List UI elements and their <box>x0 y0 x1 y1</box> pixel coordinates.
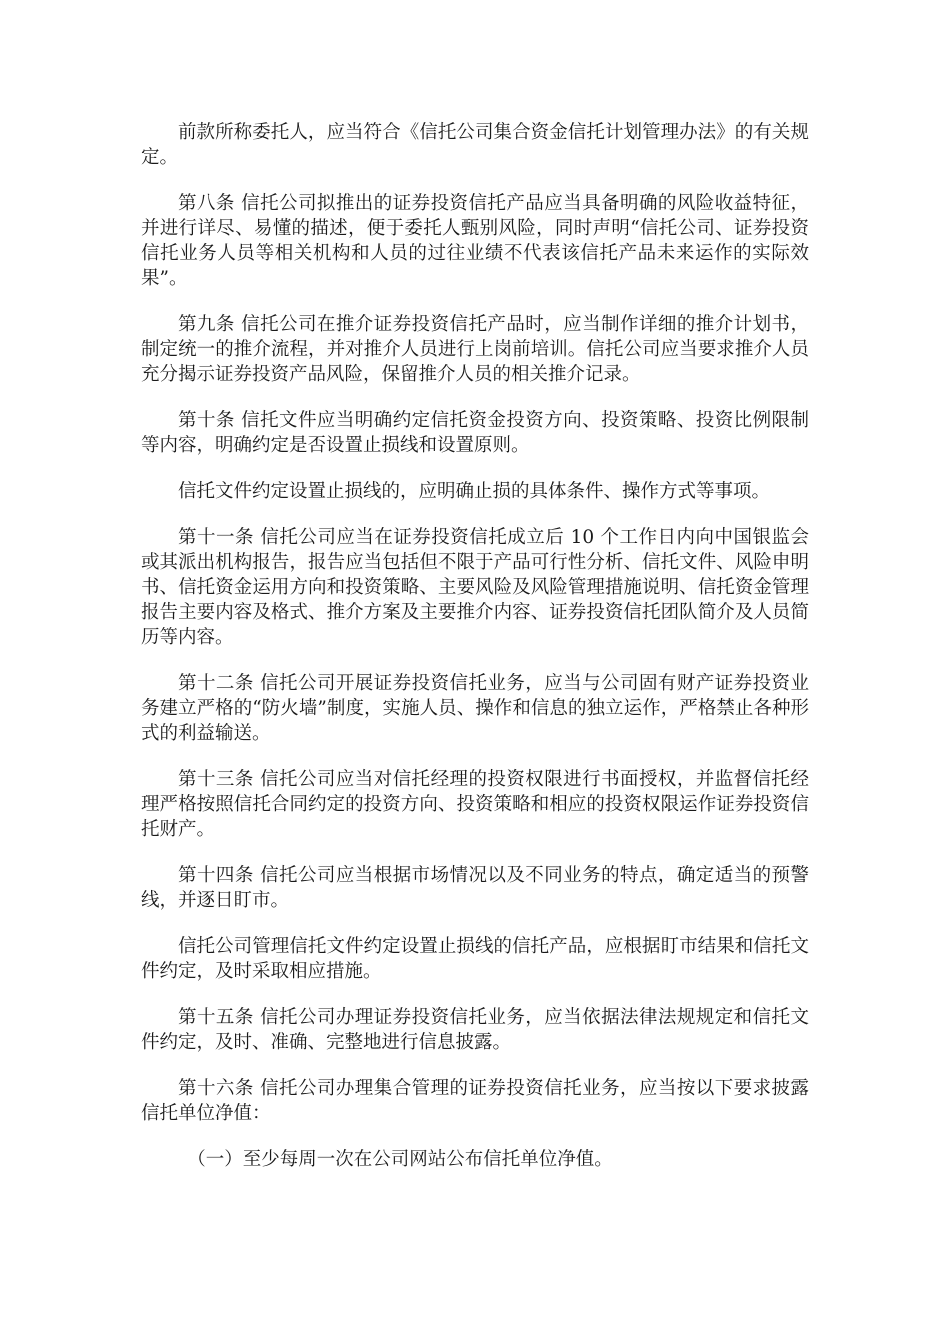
paragraph-article-15: 第十五条 信托公司办理证券投资信托业务，应当依据法律法规规定和信托文件约定，及时、准确、完整地进行信息披露。 <box>141 1007 809 1053</box>
paragraph-article-9: 第九条 信托公司在推介证券投资信托产品时，应当制作详细的推介计划书，制定统一的推介流程，并对推介人员进行上岗前培训。信托公司应当要求推介人员充分揭示证券投资产品风险，保留推介人员的相关推介记录。 <box>141 314 809 385</box>
paragraph-mark-to-market: 信托公司管理信托文件约定设置止损线的信托产品，应根据盯市结果和信托文件约定，及时采取相应措施。 <box>141 936 809 982</box>
paragraph-article-12: 第十二条 信托公司开展证券投资信托业务，应当与公司固有财产证券投资业务建立严格的“防火墙”制度，实施人员、操作和信息的独立运作，严格禁止各种形式的利益输送。 <box>141 673 809 744</box>
paragraph-article-11: 第十一条 信托公司应当在证券投资信托成立后 10 个工作日内向中国银监会或其派出机构报告，报告应当包括但不限于产品可行性分析、信托文件、风险申明书、信托资金运用方向和投资策略、主要风险及风险管理措施说明、信托资金管理报告主要内容及格式、推介方案及主要推介内容、证券投资信托团队简介及人员简历等内容。 <box>141 527 809 648</box>
paragraph-item-1: （一）至少每周一次在公司网站公布信托单位净值。 <box>187 1149 613 1170</box>
paragraph-article-10: 第十条 信托文件应当明确约定信托资金投资方向、投资策略、投资比例限制等内容，明确约定是否设置止损线和设置原则。 <box>141 410 809 456</box>
paragraph-article-14: 第十四条 信托公司应当根据市场情况以及不同业务的特点，确定适当的预警线，并逐日盯市。 <box>141 865 809 911</box>
paragraph-principal-requirement: 前款所称委托人，应当符合《信托公司集合资金信托计划管理办法》的有关规定。 <box>141 122 809 168</box>
paragraph-article-13: 第十三条 信托公司应当对信托经理的投资权限进行书面授权，并监督信托经理严格按照信托合同约定的投资方向、投资策略和相应的投资权限运作证券投资信托财产。 <box>141 769 809 840</box>
paragraph-article-16: 第十六条 信托公司办理集合管理的证券投资信托业务，应当按以下要求披露信托单位净值： <box>141 1078 809 1124</box>
paragraph-stop-loss: 信托文件约定设置止损线的，应明确止损的具体条件、操作方式等事项。 <box>178 481 771 502</box>
paragraph-article-8: 第八条 信托公司拟推出的证券投资信托产品应当具备明确的风险收益特征，并进行详尽、易懂的描述，便于委托人甄别风险，同时声明“信托公司、证券投资信托业务人员等相关机构和人员的过往业绩不代表该信托产品未来运作的实际效果”。 <box>141 193 809 289</box>
document-body <box>141 120 809 1193</box>
